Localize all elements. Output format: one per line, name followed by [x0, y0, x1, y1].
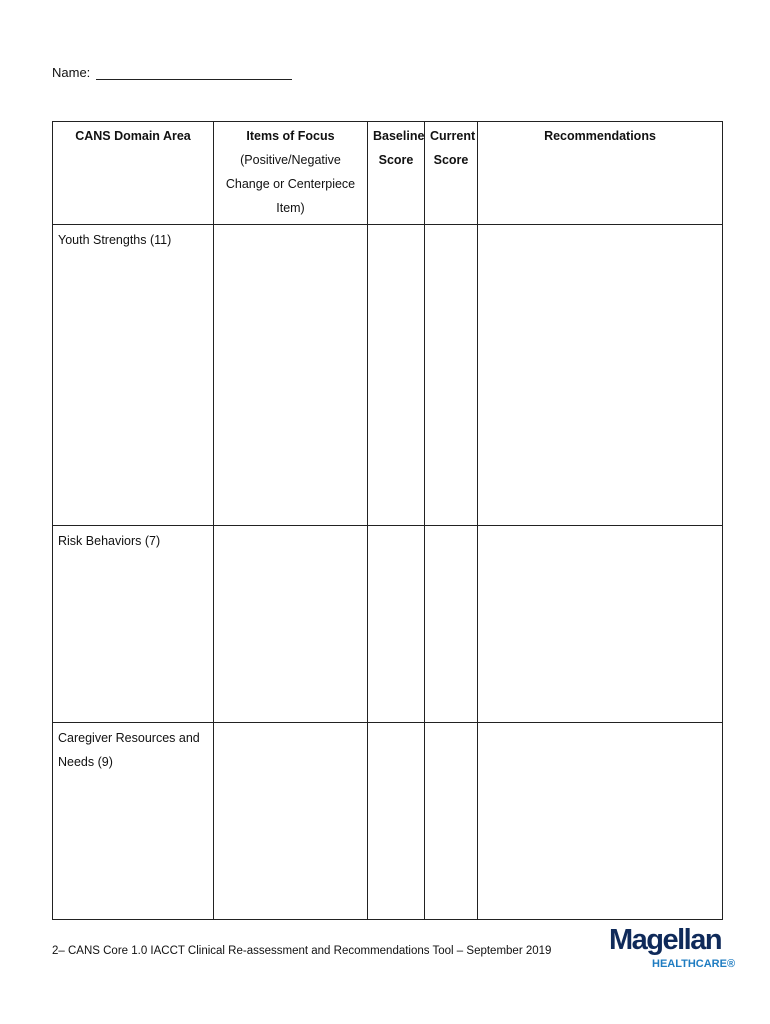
footer-text: 2– CANS Core 1.0 IACCT Clinical Re-assessment and Recommendations Tool – September 2019 — [52, 945, 552, 957]
baseline-score-cell[interactable] — [368, 526, 425, 723]
recommendations-cell[interactable] — [478, 723, 723, 920]
baseline-score-cell[interactable] — [368, 225, 425, 526]
domain-cell: Caregiver Resources and Needs (9) — [53, 723, 214, 920]
current-score-cell[interactable] — [425, 723, 478, 920]
header-domain-area: CANS Domain Area — [53, 122, 214, 225]
items-of-focus-cell[interactable] — [214, 225, 368, 526]
table-row — [53, 723, 723, 920]
name-label: Name: — [52, 65, 91, 80]
header-items-of-focus-subtitle: (Positive/Negative Change or Centerpiece Item) — [225, 153, 356, 215]
logo-wordmark: Magellan — [609, 924, 722, 956]
logo-subtitle: HEALTHCARE® — [652, 958, 736, 970]
name-field-row — [52, 64, 292, 80]
table-header-row — [53, 122, 723, 225]
magellan-logo — [609, 924, 736, 976]
name-input-line[interactable] — [96, 64, 292, 80]
domain-cell: Youth Strengths (11) — [53, 225, 214, 526]
header-items-of-focus: Items of Focus (Positive/Negative Change or Centerpiece Item) — [214, 122, 368, 225]
current-score-cell[interactable] — [425, 225, 478, 526]
table-row — [53, 225, 723, 526]
header-current-score: Current Score — [425, 122, 478, 225]
recommendations-cell[interactable] — [478, 526, 723, 723]
header-recommendations: Recommendations — [478, 122, 723, 225]
recommendations-cell[interactable] — [478, 225, 723, 526]
items-of-focus-cell[interactable] — [214, 723, 368, 920]
current-score-cell[interactable] — [425, 526, 478, 723]
domain-cell: Risk Behaviors (7) — [53, 526, 214, 723]
baseline-score-cell[interactable] — [368, 723, 425, 920]
header-baseline-score: Baseline Score — [368, 122, 425, 225]
table-row — [53, 526, 723, 723]
cans-table — [52, 121, 723, 920]
items-of-focus-cell[interactable] — [214, 526, 368, 723]
